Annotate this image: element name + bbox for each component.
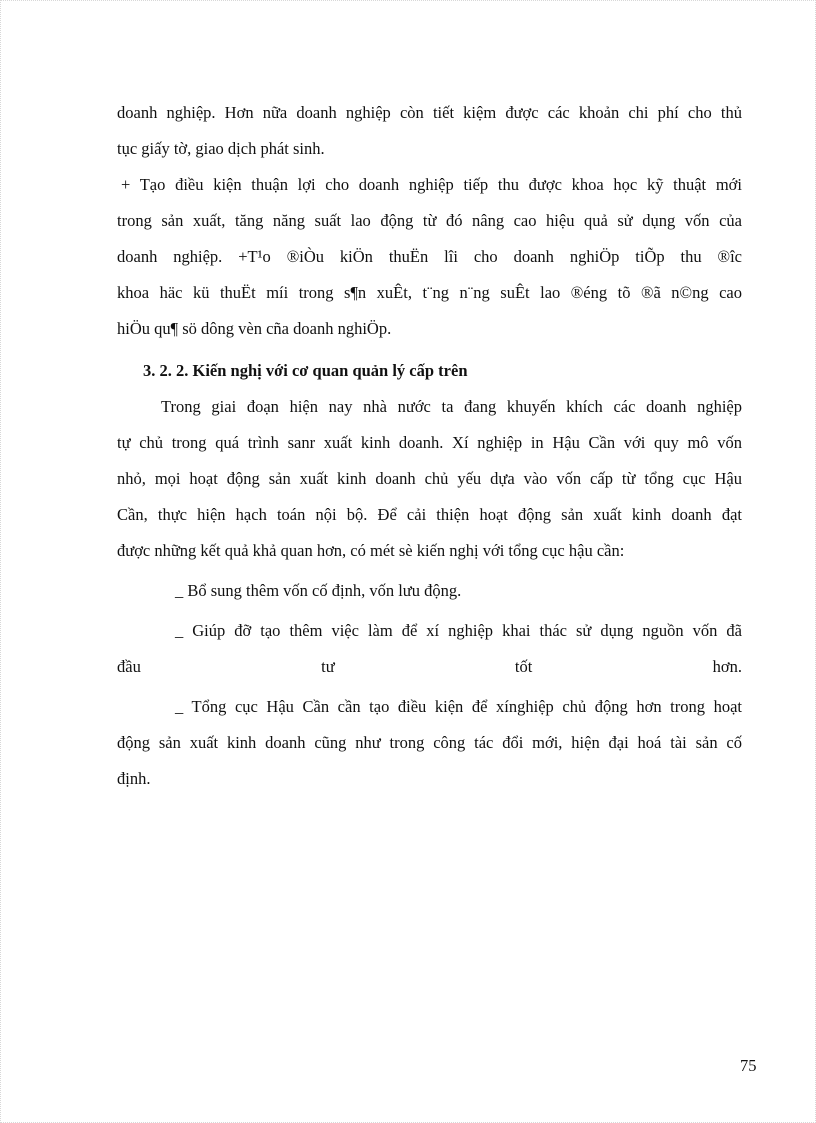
paragraph-line: doanh nghiệp. Hơn nữa doanh nghiệp còn tiết kiệm được các khoản chi phí cho thủ	[117, 103, 742, 122]
bullet-line: đầu tư tốt hơn.	[117, 657, 742, 676]
bullet-line: _ Bổ sung thêm vốn cố định, vốn lưu động.	[175, 581, 462, 600]
paragraph-line: tự chủ trong quá trình sanr xuất kinh doanh. Xí nghiệp in Hậu Cần với quy mô vốn	[117, 433, 742, 452]
paragraph-line: Trong giai đoạn hiện nay nhà nước ta đang khuyến khích các doanh nghiệp	[161, 397, 742, 416]
paragraph-line: được những kết quả khả quan hơn, có mét sè kiến nghị với tổng cục hậu cần:	[117, 541, 625, 560]
section-heading: 3. 2. 2. Kiến nghị với cơ quan quản lý cấp trên	[143, 361, 468, 380]
paragraph-line: nhỏ, mọi hoạt động sản xuất kinh doanh chủ yếu dựa vào vốn cấp từ tổng cục Hậu	[117, 469, 742, 488]
paragraph-line: doanh nghiệp. +T¹o ®iÒu kiÖn thuËn lîi cho doanh nghiÖp tiÕp thu ®îc	[117, 247, 742, 266]
bullet-line: định.	[117, 769, 151, 788]
paragraph-line: trong sản xuất, tăng năng suất lao động từ đó nâng cao hiệu quả sử dụng vốn của	[117, 211, 742, 230]
paragraph-line: + Tạo điều kiện thuận lợi cho doanh nghiệp tiếp thu được khoa học kỹ thuật mới	[121, 175, 742, 194]
paragraph-line: Cần, thực hiện hạch toán nội bộ. Để cải thiện hoạt động sản xuất kinh doanh đạt	[117, 505, 742, 524]
bullet-line: động sản xuất kinh doanh cũng như trong công tác đổi mới, hiện đại hoá tài sản cố	[117, 733, 742, 752]
page-body	[117, 95, 742, 797]
paragraph-line: khoa häc kü thuËt míi trong s¶n xuÊt, t¨ng n¨ng suÊt lao ®éng tõ ®ã n©ng cao	[117, 283, 742, 302]
page-number: 75	[740, 1056, 757, 1075]
bullet-line: _ Giúp đỡ tạo thêm việc làm để xí nghiệp khai thác sử dụng nguồn vốn đã	[175, 621, 742, 640]
bullet-line: _ Tổng cục Hậu Cần cần tạo điều kiện để xínghiệp chủ động hơn trong hoạt	[175, 697, 742, 716]
paragraph-line: tục giấy tờ, giao dịch phát sinh.	[117, 139, 325, 158]
paragraph-line: hiÖu qu¶ sö dông vèn cña doanh nghiÖp.	[117, 319, 392, 338]
